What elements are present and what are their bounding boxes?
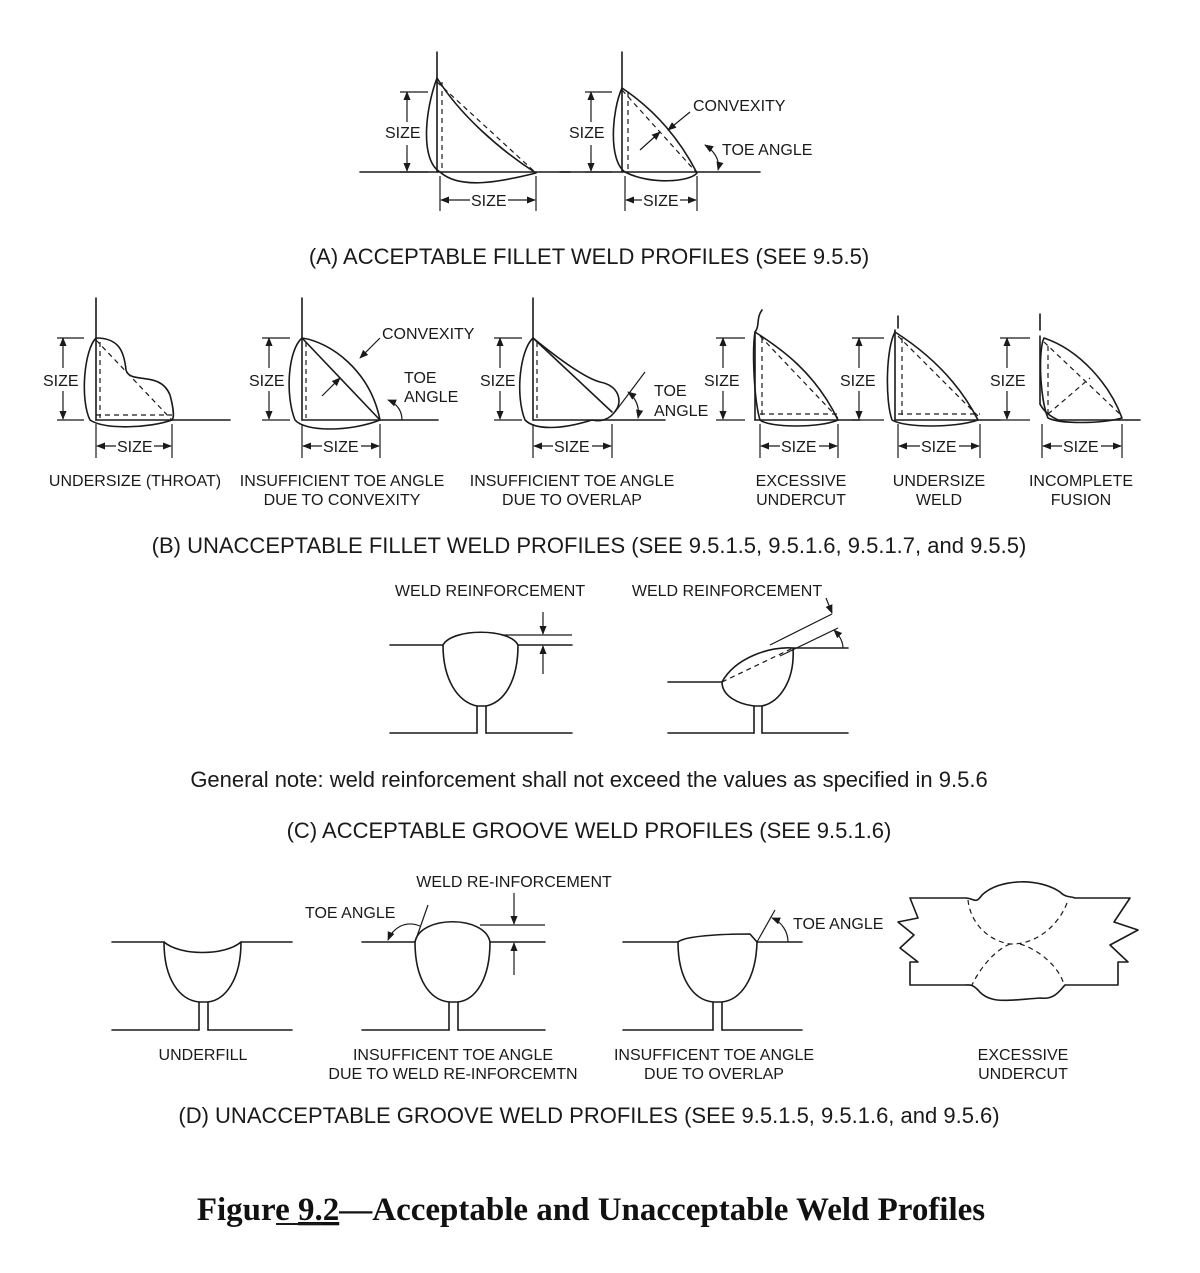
size-label: SIZE	[43, 373, 79, 390]
size-label: SIZE	[781, 439, 817, 456]
undersize-throat-diagram	[43, 298, 230, 490]
section-a-acceptable-fillet	[309, 52, 869, 269]
toe-label: TOE	[404, 370, 437, 387]
figure-prefix: Figure	[196, 1192, 298, 1228]
profile-label-1: INCOMPLETE	[1028, 473, 1134, 490]
figure-title-text	[197, 1192, 985, 1228]
size-label: SIZE	[480, 373, 516, 390]
convexity-label: CONVEXITY	[382, 326, 475, 343]
profile-label-2: UNDERCUT	[978, 1066, 1068, 1083]
toe-angle-overlap-groove-diagram	[614, 910, 883, 1083]
toe-angle-label: TOE ANGLE	[305, 905, 396, 922]
size-label: SIZE	[471, 193, 507, 210]
profile-label-1: EXCESSIVE	[977, 1047, 1069, 1064]
size-label: SIZE	[569, 125, 605, 142]
profile-label-2: DUE TO OVERLAP	[644, 1066, 784, 1083]
toe-angle-overlap-diagram	[470, 298, 709, 509]
profile-label-2: DUE TO OVERLAP	[502, 492, 642, 509]
profile-label-2: DUE TO WELD RE-INFORCEMTN	[328, 1066, 578, 1083]
underfill-diagram	[112, 942, 292, 1064]
weld-reinforcement-label: WELD REINFORCEMENT	[394, 583, 586, 600]
figure-number: 9.2	[297, 1192, 340, 1228]
angle-label: ANGLE	[654, 403, 709, 420]
size-label: SIZE	[921, 439, 957, 456]
toe-angle-label: TOE ANGLE	[793, 916, 884, 933]
groove-reinforcement-angled-diagram	[632, 583, 848, 733]
section-d-caption: (D) UNACCEPTABLE GROOVE WELD PROFILES (SEE 9.5.1.5, 9.5.1.6, and 9.5.6)	[178, 1103, 1000, 1128]
figure-title	[197, 1192, 985, 1228]
profile-label-1: EXCESSIVE	[755, 473, 847, 490]
angle-label: ANGLE	[404, 389, 459, 406]
excessive-undercut-groove-diagram	[898, 882, 1138, 1083]
undersize-weld-diagram	[840, 316, 1000, 509]
size-label: SIZE	[554, 439, 590, 456]
profile-label-2: UNDERCUT	[756, 492, 846, 509]
profile-label-1: INSUFFICENT TOE ANGLE	[352, 1047, 554, 1064]
section-c-caption: (C) ACCEPTABLE GROOVE WELD PROFILES (SEE 9.5.1.6)	[286, 818, 892, 843]
size-label: SIZE	[840, 373, 876, 390]
size-label: SIZE	[385, 125, 421, 142]
profile-label-2: WELD	[915, 492, 963, 509]
fillet-concave-diagram	[360, 52, 570, 211]
figure-rest: —Acceptable and Unacceptable Weld Profiles	[339, 1192, 986, 1228]
profile-label-1: INSUFFICIENT TOE ANGLE	[239, 473, 445, 490]
weld-reinforcement-label: WELD REINFORCEMENT	[631, 583, 823, 600]
toe-angle-label: TOE ANGLE	[722, 142, 813, 159]
toe-angle-convexity-diagram	[240, 298, 475, 509]
incomplete-fusion-diagram	[990, 314, 1140, 509]
profile-label-1: INSUFFICENT TOE ANGLE	[613, 1047, 815, 1064]
profile-label-1: INSUFFICIENT TOE ANGLE	[469, 473, 675, 490]
section-b-unacceptable-fillet	[43, 298, 1140, 558]
excessive-undercut-diagram	[704, 310, 860, 509]
size-label: SIZE	[1063, 439, 1099, 456]
toe-angle-reinforcement-diagram	[305, 874, 612, 1083]
section-c-acceptable-groove	[190, 583, 987, 843]
profile-label: UNDERFILL	[158, 1047, 248, 1064]
section-b-caption: (B) UNACCEPTABLE FILLET WELD PROFILES (SEE 9.5.1.5, 9.5.1.6, 9.5.1.7, and 9.5.5)	[151, 533, 1027, 558]
weld-reinforcement-label: WELD RE-INFORCEMENT	[416, 874, 612, 891]
profile-label-2: FUSION	[1050, 492, 1112, 509]
size-label: SIZE	[704, 373, 740, 390]
convexity-label: CONVEXITY	[693, 98, 786, 115]
profile-label-1: UNDERSIZE	[892, 473, 986, 490]
fillet-convex-diagram	[560, 52, 812, 211]
size-label: SIZE	[323, 439, 359, 456]
profile-label: UNDERSIZE (THROAT)	[48, 473, 222, 490]
size-label: SIZE	[249, 373, 285, 390]
size-label: SIZE	[117, 439, 153, 456]
section-d-unacceptable-groove	[112, 874, 1138, 1128]
toe-label: TOE	[654, 383, 687, 400]
general-note: General note: weld reinforcement shall not exceed the values as specified in 9.5.6	[190, 767, 988, 792]
size-label: SIZE	[990, 373, 1026, 390]
profile-label-2: DUE TO CONVEXITY	[263, 492, 421, 509]
section-a-caption: (A) ACCEPTABLE FILLET WELD PROFILES (SEE 9.5.5)	[308, 244, 870, 269]
groove-reinforcement-flat-diagram	[390, 583, 585, 733]
size-label: SIZE	[643, 193, 679, 210]
